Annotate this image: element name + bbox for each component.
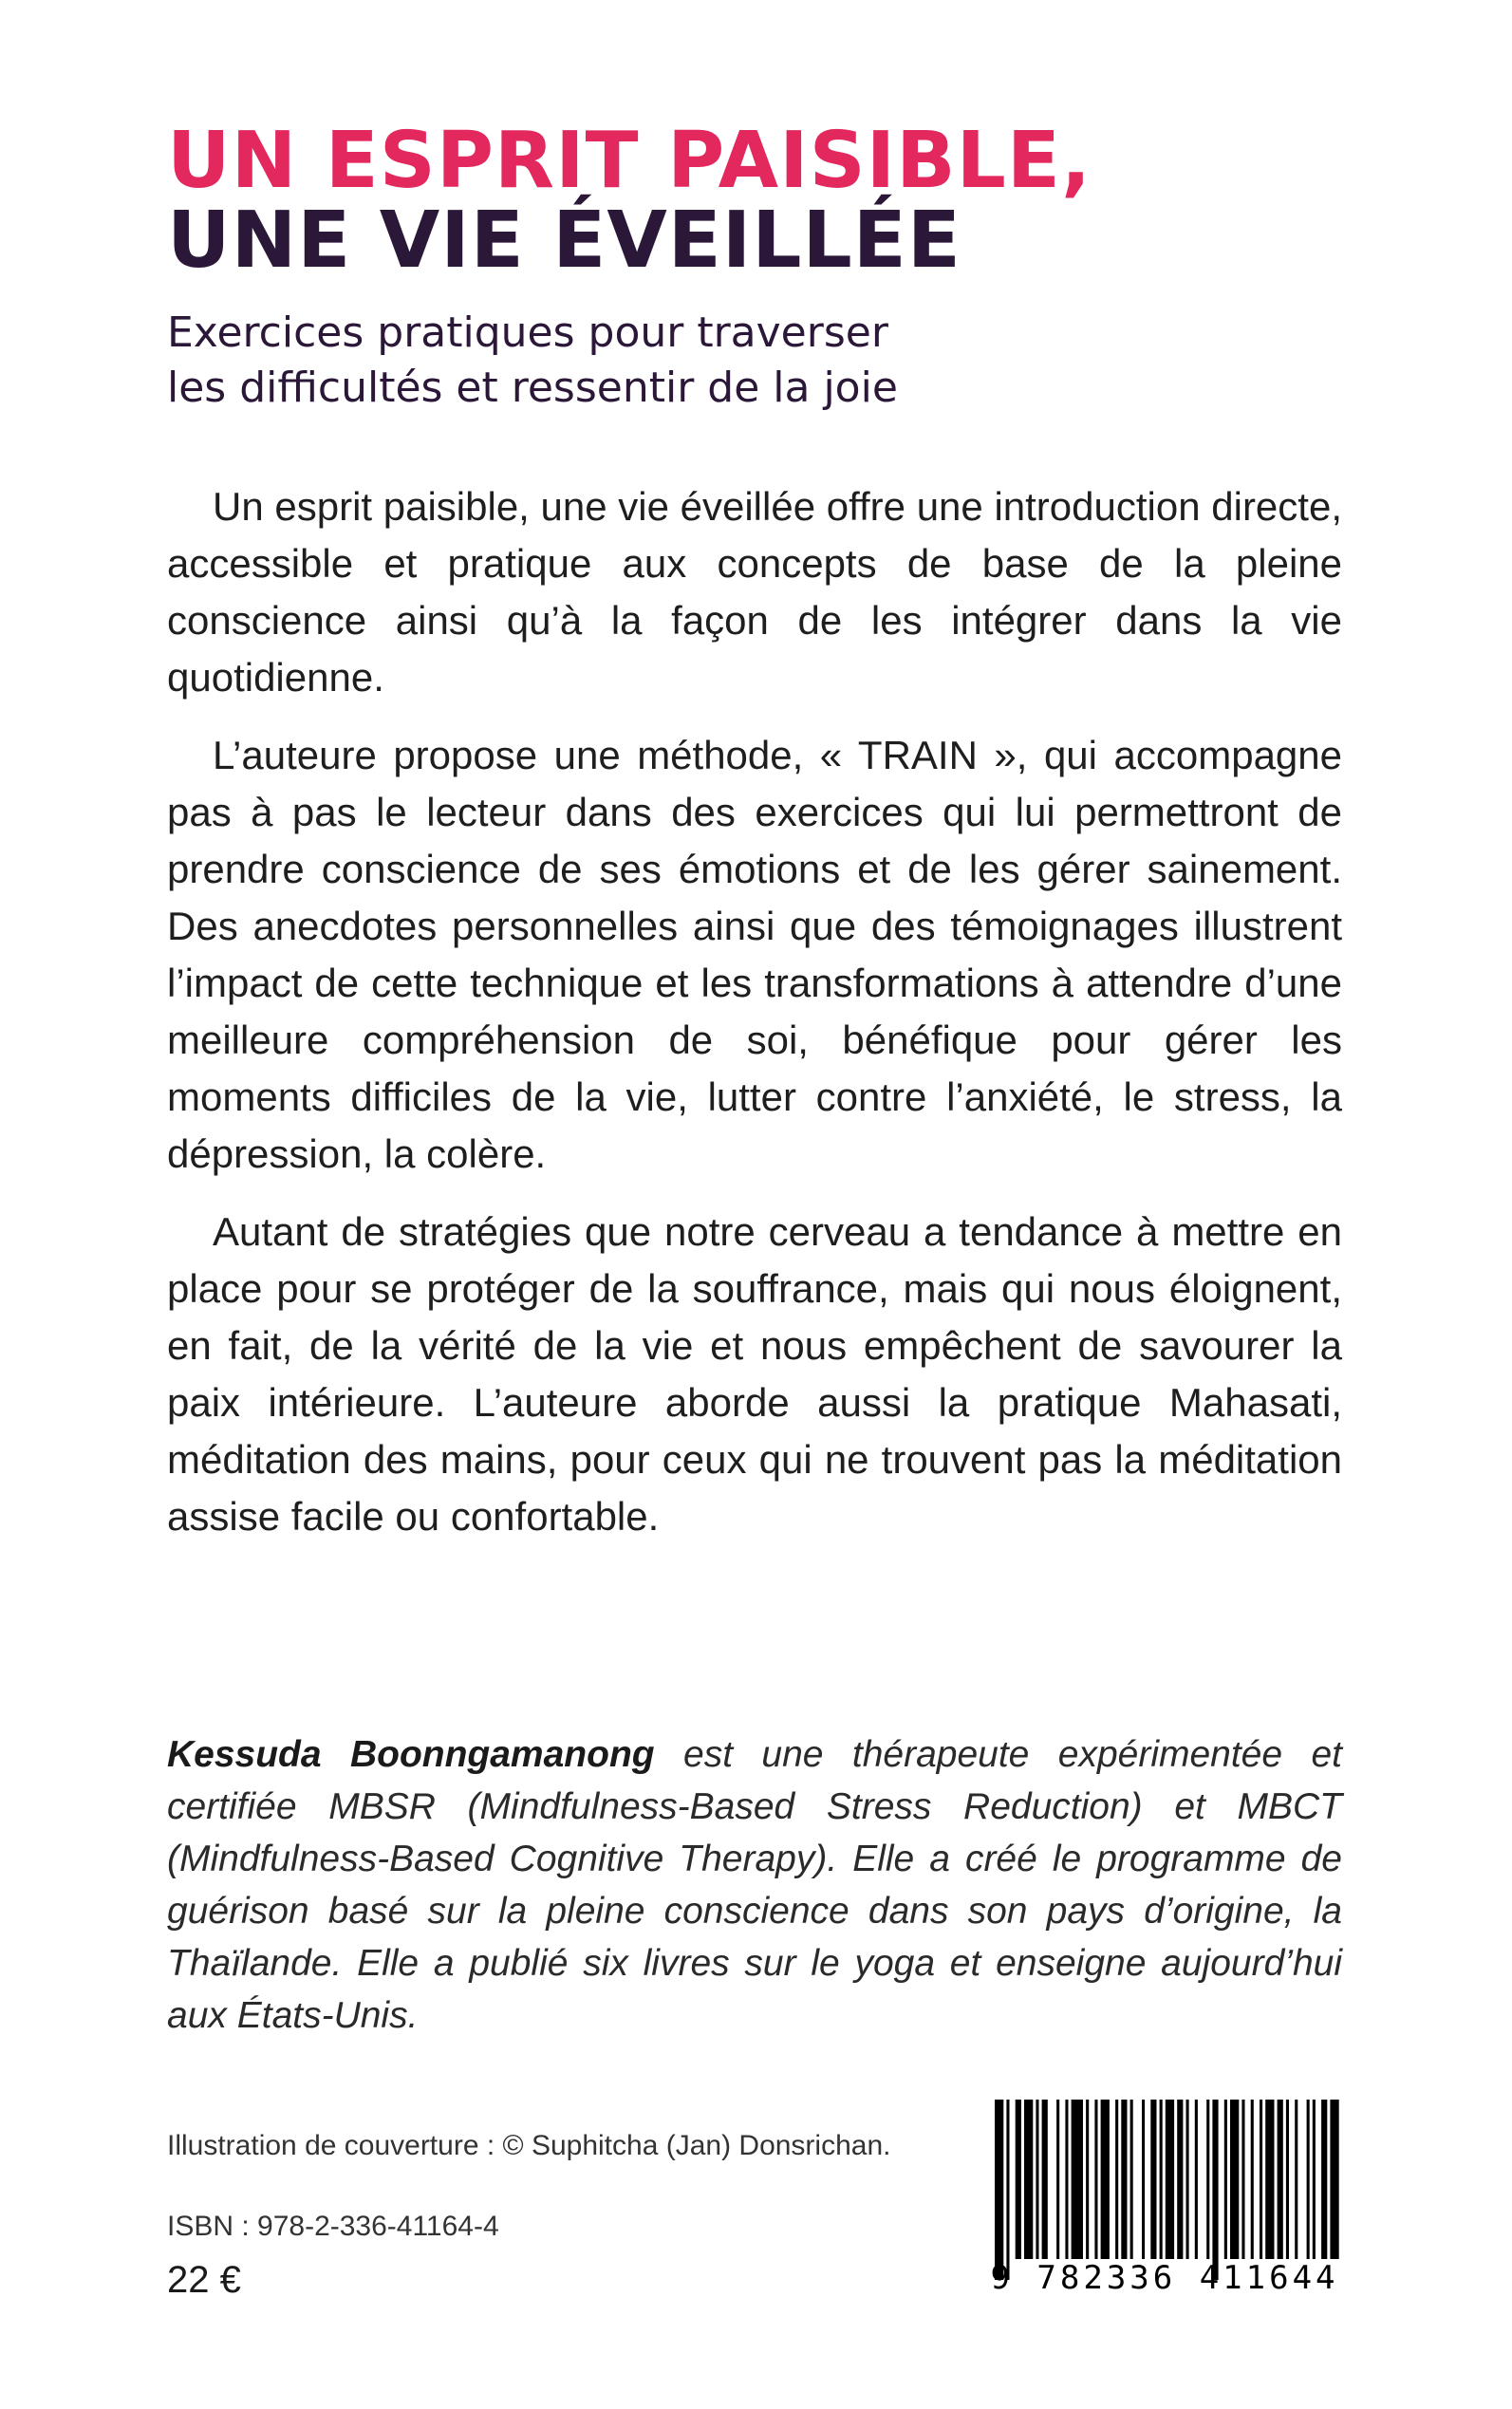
barcode-bar bbox=[1212, 2100, 1218, 2280]
barcode-bar bbox=[1265, 2100, 1274, 2259]
barcode-bar bbox=[1016, 2100, 1021, 2259]
book-subtitle bbox=[167, 306, 1363, 416]
barcode-bar bbox=[1072, 2100, 1083, 2259]
barcode-bar bbox=[1160, 2100, 1163, 2259]
barcode-digits: 9 782336 411644 bbox=[990, 2259, 1339, 2297]
barcode-bar bbox=[1330, 2100, 1338, 2259]
price: 22 € bbox=[167, 2259, 241, 2301]
description-paragraph-3: Autant de stratégies que notre cerveau a tendance à mettre en place pour se protéger de la souffrance, mais qui nous éloignent, en fait, de la vérité de la vie et nous empêchent de savourer la paix intérieure. L’auteure aborde aussi la pratique Mahasati, méditation des mains, pour ceux qui ne trouvent pas la méditation assise facile ou confortable. bbox=[167, 1209, 1342, 1539]
barcode-bar bbox=[1241, 2100, 1244, 2259]
barcode-bar bbox=[1206, 2100, 1209, 2259]
barcode-bar bbox=[1115, 2100, 1118, 2259]
barcode-bar bbox=[1321, 2100, 1327, 2259]
barcode-bar bbox=[1260, 2100, 1262, 2259]
barcode-bar bbox=[1286, 2100, 1289, 2259]
subtitle-line-2: les difficultés et ressentir de la joie bbox=[167, 364, 898, 412]
isbn: ISBN : 978-2-336-41164-4 bbox=[167, 2211, 499, 2242]
barcode-bar bbox=[1142, 2100, 1145, 2259]
description-paragraph-1: Un esprit paisible, une vie éveillée offre une introduction directe, accessible et pratique aux concepts de base de la pleine conscience ainsi qu’à la façon de les intégrer dans la vie quotidienne. bbox=[167, 484, 1342, 700]
barcode-bar bbox=[1094, 2100, 1097, 2259]
barcode-bar bbox=[1036, 2100, 1038, 2259]
barcode-bar bbox=[1186, 2100, 1189, 2259]
barcode-bar bbox=[1130, 2100, 1133, 2259]
barcode-bar bbox=[1056, 2100, 1059, 2259]
barcode-bar bbox=[1086, 2100, 1089, 2259]
barcode-bar bbox=[1024, 2100, 1033, 2259]
author-bio bbox=[167, 1728, 1342, 2042]
barcode-bar bbox=[1006, 2100, 1009, 2280]
barcode-bar bbox=[1101, 2100, 1110, 2259]
barcode-bar bbox=[1042, 2100, 1048, 2259]
barcode-bar bbox=[1177, 2100, 1183, 2259]
barcode-bar bbox=[1313, 2100, 1316, 2259]
barcode-bar bbox=[1121, 2100, 1127, 2259]
author-bio-text: est une thérapeute expérimentée et certifiée MBSR (Mindfulness-Based Stress Reduction) et MBCT (Mindfulness-Based Cognitive Therapy). Elle a créé le programme de guérison basé sur la pleine conscience dans son pays d’origine, la Thaïlande. Elle a publié six livres sur le yoga et enseigne aujourd’hui aux États-Unis. bbox=[167, 1734, 1342, 2036]
barcode-bar bbox=[1251, 2100, 1254, 2259]
description-paragraph-2: L’auteure propose une méthode, « TRAIN », qui accompagne pas à pas le lecteur dans des exercices qui lui permettront de prendre conscience de ses émotions et de les gérer sainement. Des anecdotes personnelles ainsi que des témoignages illustrent l’impact de cette technique et les transformations à attendre d’une meilleure compréhension de soi, bénéfique pour gérer les moments difficiles de la vie, lutter contre l’anxiété, le stress, la dépression, la colère. bbox=[167, 733, 1342, 1176]
subtitle-line-1: Exercices pratiques pour traverser bbox=[167, 308, 888, 357]
barcode-bar bbox=[1224, 2100, 1227, 2259]
barcode-bar bbox=[1295, 2100, 1297, 2259]
book-title-line-2: UNE VIE ÉVEILLÉE bbox=[167, 196, 961, 286]
barcode-bar bbox=[1065, 2100, 1068, 2259]
barcode-bar bbox=[1278, 2100, 1283, 2259]
book-description bbox=[167, 478, 1342, 1566]
barcode-bar bbox=[1166, 2100, 1174, 2259]
barcode-bar bbox=[1195, 2100, 1198, 2259]
title-block bbox=[167, 116, 1363, 416]
barcode bbox=[987, 2100, 1342, 2303]
author-name: Kessuda Boonngamanong bbox=[167, 1734, 655, 1775]
barcode-bar bbox=[995, 2100, 1003, 2280]
barcode-bar bbox=[1230, 2100, 1239, 2259]
illustration-credit: Illustration de couverture : © Suphitcha (Jan) Donsrichan. bbox=[167, 2130, 891, 2161]
barcode-bar bbox=[1307, 2100, 1310, 2259]
barcode-bar bbox=[1150, 2100, 1156, 2259]
book-title-line-1: UN ESPRIT PAISIBLE, bbox=[167, 116, 1092, 206]
